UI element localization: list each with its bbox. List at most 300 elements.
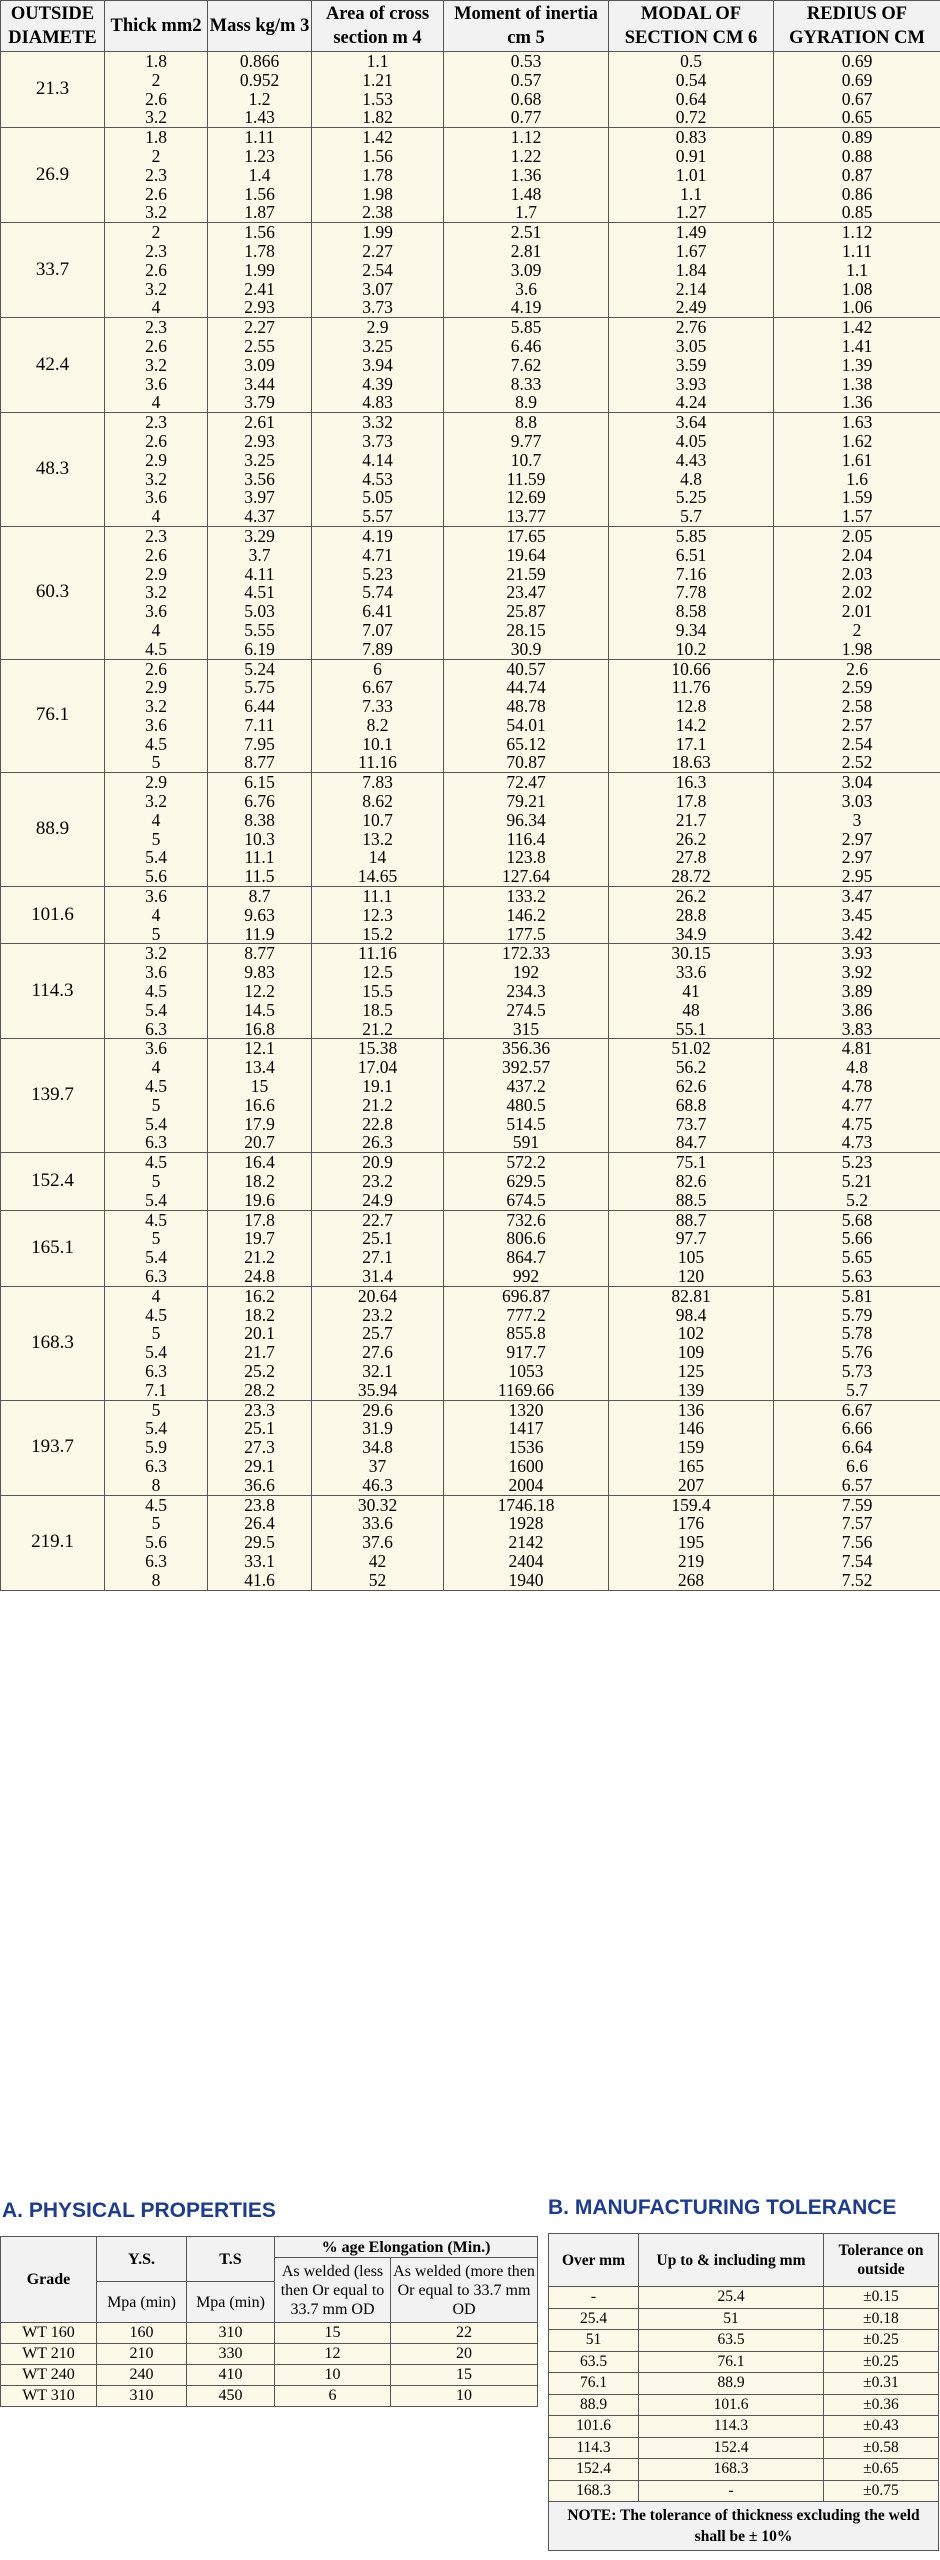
table-row xyxy=(1,659,940,678)
table-cell: 8.58 xyxy=(609,602,774,621)
table-row xyxy=(1,1306,940,1325)
table-row xyxy=(1,583,940,602)
table-cell: 5 xyxy=(105,830,208,849)
table-cell: 37 xyxy=(312,1457,444,1476)
table-cell: 1.27 xyxy=(609,203,774,222)
table-cell: 8.8 xyxy=(444,413,609,432)
outside-diameter-cell: 219.1 xyxy=(1,1495,105,1590)
table-cell: 23.2 xyxy=(312,1172,444,1191)
table-cell: 2.3 xyxy=(105,242,208,261)
table-cell: 23.2 xyxy=(312,1306,444,1325)
table-row xyxy=(1,678,940,697)
table-cell: 4.8 xyxy=(609,470,774,489)
table-row xyxy=(1,1133,940,1152)
table-cell: 6.3 xyxy=(105,1020,208,1039)
table-row xyxy=(1,375,940,394)
table-cell: 2 xyxy=(105,71,208,90)
table-cell: 0.86 xyxy=(774,185,940,204)
table-cell: 6.46 xyxy=(444,337,609,356)
table-cell: 0.89 xyxy=(774,128,940,147)
outside-diameter-cell: 48.3 xyxy=(1,413,105,527)
table-cell: 41 xyxy=(609,982,774,1001)
table-cell: 84.7 xyxy=(609,1133,774,1152)
table-cell: 159 xyxy=(609,1438,774,1457)
table-cell: 5.65 xyxy=(774,1248,940,1267)
table-cell: 5 xyxy=(105,1324,208,1343)
table-cell: 27.6 xyxy=(312,1343,444,1362)
tol-header-tolerance: Tolerance on outside xyxy=(824,2234,939,2287)
table-cell: 7.89 xyxy=(312,640,444,659)
table-cell: 5.9 xyxy=(105,1438,208,1457)
table-cell: 0.91 xyxy=(609,147,774,166)
table-header-row xyxy=(1,1,940,52)
table-row xyxy=(1,1457,940,1476)
tol-cell: ±0.36 xyxy=(824,2394,939,2416)
table-cell: 2.02 xyxy=(774,583,940,602)
table-row xyxy=(1,1058,940,1077)
table-cell: 8.9 xyxy=(444,393,609,412)
table-cell: 2.95 xyxy=(774,867,940,886)
table-row xyxy=(1,318,940,337)
elongation-more-header: As welded (more then Or equal to 33.7 mm OD xyxy=(391,2258,538,2323)
table-cell: 1.11 xyxy=(208,128,312,147)
table-row xyxy=(1,1020,940,1039)
table-cell: 1.56 xyxy=(208,185,312,204)
table-row xyxy=(1,223,940,242)
table-cell: 2.03 xyxy=(774,565,940,584)
table-cell: 4.5 xyxy=(105,735,208,754)
table-cell: 159.4 xyxy=(609,1495,774,1514)
table-cell: 1.67 xyxy=(609,242,774,261)
table-cell: 5.4 xyxy=(105,1115,208,1134)
table-row xyxy=(1,1267,940,1286)
phys-row xyxy=(1,2323,538,2344)
table-cell: 3.97 xyxy=(208,488,312,507)
table-row xyxy=(1,1514,940,1533)
table-cell: 3.25 xyxy=(208,451,312,470)
tol-note-row xyxy=(549,2502,939,2551)
table-cell: 3.92 xyxy=(774,963,940,982)
table-cell: 75.1 xyxy=(609,1153,774,1172)
table-row xyxy=(1,203,940,222)
table-cell: 29.5 xyxy=(208,1533,312,1552)
table-row xyxy=(1,830,940,849)
table-cell: 5.24 xyxy=(208,659,312,678)
table-cell: 4.53 xyxy=(312,470,444,489)
table-row xyxy=(1,413,940,432)
table-cell: 4.75 xyxy=(774,1115,940,1134)
table-cell: 6.3 xyxy=(105,1267,208,1286)
tol-cell: 51 xyxy=(549,2330,639,2352)
table-cell: 591 xyxy=(444,1133,609,1152)
table-cell: 177.5 xyxy=(444,925,609,944)
table-cell: 37.6 xyxy=(312,1533,444,1552)
phys-cell: 15 xyxy=(275,2323,391,2344)
tol-cell: 25.4 xyxy=(549,2308,639,2330)
table-cell: 2 xyxy=(774,621,940,640)
table-cell: 3.6 xyxy=(105,716,208,735)
table-row xyxy=(1,982,940,1001)
table-cell: 1.38 xyxy=(774,375,940,394)
table-cell: 7.95 xyxy=(208,735,312,754)
phys-cell: WT 240 xyxy=(1,2365,97,2386)
table-row xyxy=(1,1324,940,1343)
table-cell: 6.76 xyxy=(208,792,312,811)
physical-properties-title: A. PHYSICAL PROPERTIES xyxy=(2,2199,276,2222)
tol-cell: ±0.31 xyxy=(824,2373,939,2395)
table-cell: 82.81 xyxy=(609,1286,774,1305)
table-cell: 8.33 xyxy=(444,375,609,394)
table-cell: 30.9 xyxy=(444,640,609,659)
table-row xyxy=(1,1476,940,1495)
table-cell: 5 xyxy=(105,1400,208,1419)
table-cell: 5.4 xyxy=(105,1419,208,1438)
table-cell: 1.12 xyxy=(774,223,940,242)
table-cell: 3.07 xyxy=(312,280,444,299)
phys-cell: 10 xyxy=(391,2386,538,2407)
table-row xyxy=(1,792,940,811)
table-cell: 28.15 xyxy=(444,621,609,640)
tol-cell: ±0.75 xyxy=(824,2480,939,2502)
table-cell: 480.5 xyxy=(444,1096,609,1115)
table-cell: 268 xyxy=(609,1571,774,1590)
table-cell: 3.93 xyxy=(609,375,774,394)
table-cell: 4.78 xyxy=(774,1077,940,1096)
table-cell: 1.39 xyxy=(774,356,940,375)
table-row xyxy=(1,1229,940,1248)
phys-cell: 15 xyxy=(391,2365,538,2386)
table-cell: 1.56 xyxy=(312,147,444,166)
table-cell: 1.98 xyxy=(774,640,940,659)
table-cell: 6.3 xyxy=(105,1133,208,1152)
table-cell: 11.76 xyxy=(609,678,774,697)
table-cell: 21.2 xyxy=(312,1020,444,1039)
table-cell: 0.54 xyxy=(609,71,774,90)
table-cell: 2.97 xyxy=(774,848,940,867)
table-cell: 5 xyxy=(105,1514,208,1533)
tol-row xyxy=(549,2373,939,2395)
outside-diameter-cell: 114.3 xyxy=(1,944,105,1039)
table-cell: 5 xyxy=(105,925,208,944)
tol-cell: 76.1 xyxy=(549,2373,639,2395)
table-cell: 19.1 xyxy=(312,1077,444,1096)
table-cell: 14.2 xyxy=(609,716,774,735)
table-cell: 195 xyxy=(609,1533,774,1552)
table-cell: 1.36 xyxy=(774,393,940,412)
table-cell: 17.04 xyxy=(312,1058,444,1077)
tol-cell: 152.4 xyxy=(549,2459,639,2481)
table-cell: 3.56 xyxy=(208,470,312,489)
table-cell: 1.84 xyxy=(609,261,774,280)
table-cell: 1.36 xyxy=(444,166,609,185)
table-cell: 82.6 xyxy=(609,1172,774,1191)
table-cell: 172.33 xyxy=(444,944,609,963)
table-cell: 14.65 xyxy=(312,867,444,886)
table-cell: 2.9 xyxy=(312,318,444,337)
table-cell: 864.7 xyxy=(444,1248,609,1267)
phys-row xyxy=(1,2365,538,2386)
table-cell: 1.78 xyxy=(208,242,312,261)
table-cell: 5 xyxy=(105,753,208,772)
outside-diameter-cell: 26.9 xyxy=(1,128,105,223)
table-cell: 3.2 xyxy=(105,203,208,222)
table-cell: 2.3 xyxy=(105,413,208,432)
grade-header: Grade xyxy=(1,2237,97,2323)
table-cell: 3.45 xyxy=(774,906,940,925)
table-row xyxy=(1,280,940,299)
table-cell: 4.5 xyxy=(105,640,208,659)
table-cell: 5.05 xyxy=(312,488,444,507)
phys-cell: 10 xyxy=(275,2365,391,2386)
table-cell: 5.03 xyxy=(208,602,312,621)
table-cell: 9.34 xyxy=(609,621,774,640)
table-cell: 1.1 xyxy=(609,185,774,204)
table-cell: 5.4 xyxy=(105,848,208,867)
outside-diameter-cell: 139.7 xyxy=(1,1039,105,1153)
table-cell: 4 xyxy=(105,1058,208,1077)
table-row xyxy=(1,1191,940,1210)
table-cell: 315 xyxy=(444,1020,609,1039)
table-cell: 4.19 xyxy=(312,526,444,545)
table-cell: 7.54 xyxy=(774,1552,940,1571)
table-cell: 5.78 xyxy=(774,1324,940,1343)
table-row xyxy=(1,526,940,545)
table-cell: 6.19 xyxy=(208,640,312,659)
table-row xyxy=(1,963,940,982)
table-cell: 1928 xyxy=(444,1514,609,1533)
table-cell: 3.47 xyxy=(774,887,940,906)
table-cell: 5.55 xyxy=(208,621,312,640)
table-cell: 5.81 xyxy=(774,1286,940,1305)
tol-cell: ±0.25 xyxy=(824,2330,939,2352)
table-cell: 21.2 xyxy=(312,1096,444,1115)
table-cell: 31.4 xyxy=(312,1267,444,1286)
table-cell: 6.44 xyxy=(208,697,312,716)
table-cell: 5.6 xyxy=(105,867,208,886)
table-cell: 3.03 xyxy=(774,792,940,811)
table-cell: 2.9 xyxy=(105,678,208,697)
table-cell: 3.25 xyxy=(312,337,444,356)
table-cell: 44.74 xyxy=(444,678,609,697)
table-cell: 5.66 xyxy=(774,1229,940,1248)
outside-diameter-header: OUTSIDE DIAMETE xyxy=(1,1,105,52)
table-row xyxy=(1,1096,940,1115)
outside-diameter-cell: 21.3 xyxy=(1,52,105,128)
table-cell: 207 xyxy=(609,1476,774,1495)
table-row xyxy=(1,546,940,565)
table-cell: 7.59 xyxy=(774,1495,940,1514)
table-cell: 120 xyxy=(609,1267,774,1286)
table-cell: 2.58 xyxy=(774,697,940,716)
table-cell: 7.33 xyxy=(312,697,444,716)
table-cell: 7.52 xyxy=(774,1571,940,1590)
table-cell: 26.2 xyxy=(609,830,774,849)
table-cell: 917.7 xyxy=(444,1343,609,1362)
table-cell: 25.7 xyxy=(312,1324,444,1343)
phys-cell: WT 210 xyxy=(1,2344,97,2365)
tol-header-row xyxy=(549,2234,939,2287)
table-cell: 0.77 xyxy=(444,108,609,127)
table-cell: 5.73 xyxy=(774,1362,940,1381)
table-row xyxy=(1,773,940,792)
table-cell: 3.2 xyxy=(105,944,208,963)
table-cell: 1320 xyxy=(444,1400,609,1419)
table-cell: 4.5 xyxy=(105,982,208,1001)
table-cell: 133.2 xyxy=(444,887,609,906)
table-cell: 1940 xyxy=(444,1571,609,1590)
table-cell: 54.01 xyxy=(444,716,609,735)
table-cell: 15.2 xyxy=(312,925,444,944)
tol-cell: 63.5 xyxy=(549,2351,639,2373)
table-cell: 19.6 xyxy=(208,1191,312,1210)
ts-unit: Mpa (min) xyxy=(187,2282,275,2323)
table-row xyxy=(1,944,940,963)
table-cell: 4.71 xyxy=(312,546,444,565)
tol-cell: 25.4 xyxy=(639,2287,824,2309)
table-cell: 15.38 xyxy=(312,1039,444,1058)
table-row xyxy=(1,906,940,925)
table-cell: 48 xyxy=(609,1001,774,1020)
table-cell: 1.57 xyxy=(774,507,940,526)
table-cell: 1.4 xyxy=(208,166,312,185)
table-row xyxy=(1,261,940,280)
table-cell: 48.78 xyxy=(444,697,609,716)
table-row xyxy=(1,1248,940,1267)
table-cell: 4.24 xyxy=(609,393,774,412)
table-cell: 21.7 xyxy=(609,811,774,830)
outside-diameter-cell: 60.3 xyxy=(1,526,105,659)
table-cell: 11.5 xyxy=(208,867,312,886)
tol-cell: 63.5 xyxy=(639,2330,824,2352)
table-cell: 192 xyxy=(444,963,609,982)
phys-cell: WT 160 xyxy=(1,2323,97,2344)
table-cell: 4.8 xyxy=(774,1058,940,1077)
table-cell: 2.93 xyxy=(208,298,312,317)
table-cell: 25.1 xyxy=(208,1419,312,1438)
table-cell: 12.3 xyxy=(312,906,444,925)
table-row xyxy=(1,432,940,451)
table-cell: 0.85 xyxy=(774,203,940,222)
thickness-header: Thick mm2 xyxy=(105,1,208,52)
table-cell: 4.83 xyxy=(312,393,444,412)
table-row xyxy=(1,848,940,867)
table-cell: 4.81 xyxy=(774,1039,940,1058)
table-cell: 2.81 xyxy=(444,242,609,261)
table-cell: 24.8 xyxy=(208,1267,312,1286)
table-cell: 5.7 xyxy=(774,1381,940,1400)
table-cell: 6 xyxy=(312,659,444,678)
table-cell: 31.9 xyxy=(312,1419,444,1438)
table-cell: 88.7 xyxy=(609,1210,774,1229)
table-cell: 1600 xyxy=(444,1457,609,1476)
table-cell: 21.2 xyxy=(208,1248,312,1267)
table-body xyxy=(1,52,940,1591)
table-row xyxy=(1,185,940,204)
table-cell: 72.47 xyxy=(444,773,609,792)
table-row xyxy=(1,147,940,166)
modulus-section-header: MODAL OF SECTION CM 6 xyxy=(609,1,774,52)
table-cell: 437.2 xyxy=(444,1077,609,1096)
tol-row xyxy=(549,2308,939,2330)
tol-cell: 88.9 xyxy=(639,2373,824,2395)
table-cell: 25.2 xyxy=(208,1362,312,1381)
table-cell: 8 xyxy=(105,1476,208,1495)
table-cell: 4.39 xyxy=(312,375,444,394)
table-row xyxy=(1,811,940,830)
table-cell: 5.76 xyxy=(774,1343,940,1362)
table-cell: 4.5 xyxy=(105,1306,208,1325)
table-cell: 17.1 xyxy=(609,735,774,754)
table-cell: 0.53 xyxy=(444,52,609,71)
table-cell: 25.1 xyxy=(312,1229,444,1248)
table-row xyxy=(1,166,940,185)
table-cell: 2.55 xyxy=(208,337,312,356)
table-cell: 5.63 xyxy=(774,1267,940,1286)
table-cell: 274.5 xyxy=(444,1001,609,1020)
table-cell: 7.62 xyxy=(444,356,609,375)
table-cell: 28.72 xyxy=(609,867,774,886)
table-cell: 2.97 xyxy=(774,830,940,849)
table-cell: 19.64 xyxy=(444,546,609,565)
table-cell: 10.2 xyxy=(609,640,774,659)
table-cell: 0.83 xyxy=(609,128,774,147)
table-cell: 1.12 xyxy=(444,128,609,147)
phys-cell: 240 xyxy=(97,2365,187,2386)
table-cell: 234.3 xyxy=(444,982,609,1001)
tol-row xyxy=(549,2437,939,2459)
table-cell: 0.69 xyxy=(774,71,940,90)
table-cell: 2.6 xyxy=(105,261,208,280)
table-row xyxy=(1,337,940,356)
table-cell: 2.6 xyxy=(105,659,208,678)
table-cell: 19.7 xyxy=(208,1229,312,1248)
table-cell: 2.9 xyxy=(105,773,208,792)
table-cell: 32.1 xyxy=(312,1362,444,1381)
table-cell: 5.4 xyxy=(105,1191,208,1210)
table-cell: 0.72 xyxy=(609,108,774,127)
table-cell: 1.43 xyxy=(208,108,312,127)
table-cell: 2.54 xyxy=(312,261,444,280)
mass-header: Mass kg/m 3 xyxy=(208,1,312,52)
table-cell: 17.65 xyxy=(444,526,609,545)
manufacturing-tolerance-title: B. MANUFACTURING TOLERANCE xyxy=(548,2196,897,2219)
phys-row xyxy=(1,2386,538,2407)
table-cell: 16.2 xyxy=(208,1286,312,1305)
table-cell: 12.5 xyxy=(312,963,444,982)
tol-cell: 101.6 xyxy=(639,2394,824,2416)
table-cell: 855.8 xyxy=(444,1324,609,1343)
table-cell: 2.61 xyxy=(208,413,312,432)
table-cell: 2.6 xyxy=(105,90,208,109)
table-cell: 176 xyxy=(609,1514,774,1533)
elongation-header: % age Elongation (Min.) xyxy=(275,2237,538,2258)
table-cell: 4 xyxy=(105,298,208,317)
table-row xyxy=(1,753,940,772)
table-cell: 1053 xyxy=(444,1362,609,1381)
table-row xyxy=(1,52,940,71)
table-cell: 28.8 xyxy=(609,906,774,925)
tol-cell: ±0.25 xyxy=(824,2351,939,2373)
table-cell: 2404 xyxy=(444,1552,609,1571)
outside-diameter-cell: 42.4 xyxy=(1,318,105,413)
table-cell: 8 xyxy=(105,1571,208,1590)
table-cell: 10.7 xyxy=(444,451,609,470)
table-row xyxy=(1,356,940,375)
table-cell: 146 xyxy=(609,1419,774,1438)
table-cell: 11.9 xyxy=(208,925,312,944)
table-cell: 992 xyxy=(444,1267,609,1286)
table-cell: 4.43 xyxy=(609,451,774,470)
